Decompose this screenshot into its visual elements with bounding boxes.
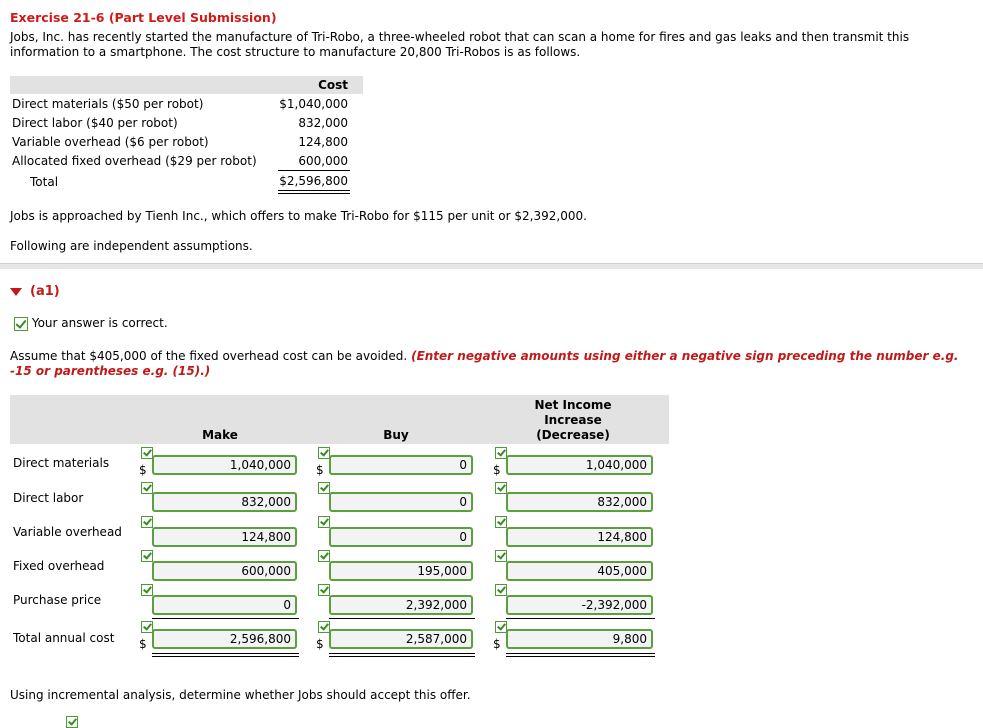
subtotal-line	[506, 618, 655, 619]
cost-row-value: 832,000	[298, 116, 348, 130]
assumptions-text: Following are independent assumptions.	[10, 239, 253, 253]
check-icon	[318, 584, 330, 596]
incremental-analysis-question: Using incremental analysis, determine whether Jobs should accept this offer.	[10, 688, 471, 702]
currency-symbol: $	[139, 463, 147, 477]
net-total-input[interactable]: 9,800	[506, 629, 653, 649]
cost-row-label: Direct labor ($40 per robot)	[12, 116, 178, 130]
net-variable-overhead-input[interactable]: 124,800	[506, 527, 653, 547]
check-icon	[495, 584, 507, 596]
row-label-direct-materials: Direct materials	[13, 456, 110, 470]
feedback-text: Your answer is correct.	[31, 316, 168, 330]
make-header: Make	[202, 428, 238, 442]
row-label-fixed-overhead: Fixed overhead	[13, 559, 105, 573]
assume-text: Assume that $405,000 of the fixed overhead cost can be avoided.	[10, 349, 408, 363]
intro-text: Jobs, Inc. has recently started the manufacture of Tri-Robo, a three-wheeled robot that can scan a home for fires and gas leaks and then transmit this information to a smartphone. The cost structure to manufacture 20,800 Tri-Robos is as follows.	[10, 30, 910, 59]
cost-row-label: Variable overhead ($6 per robot)	[12, 135, 209, 149]
buy-fixed-overhead-input[interactable]: 195,000	[329, 561, 473, 581]
check-icon	[14, 317, 28, 331]
buy-header: Buy	[383, 428, 409, 442]
make-direct-labor-input[interactable]: 832,000	[152, 492, 297, 512]
cost-subtotal-line	[278, 170, 350, 171]
part-label: (a1)	[30, 284, 60, 299]
correct-feedback	[14, 316, 168, 331]
cost-total-double-line	[278, 190, 350, 194]
cost-row-label: Direct materials ($50 per robot)	[12, 97, 204, 111]
buy-variable-overhead-input[interactable]: 0	[329, 527, 473, 547]
cost-row-label: Allocated fixed overhead ($29 per robot)	[12, 154, 257, 168]
currency-symbol: $	[139, 637, 147, 651]
net-direct-labor-input[interactable]: 832,000	[506, 492, 653, 512]
row-label-purchase-price: Purchase price	[13, 593, 102, 607]
currency-symbol: $	[316, 637, 324, 651]
check-icon	[318, 516, 330, 528]
make-purchase-price-input[interactable]: 0	[152, 595, 297, 615]
subtotal-line	[329, 618, 475, 619]
currency-symbol: $	[493, 463, 501, 477]
check-icon	[141, 516, 153, 528]
cost-row-value: $1,040,000	[279, 97, 348, 111]
cost-header-label: Cost	[318, 78, 348, 92]
net-fixed-overhead-input[interactable]: 405,000	[506, 561, 653, 581]
net-direct-materials-input[interactable]: 1,040,000	[506, 455, 653, 475]
subtotal-line	[152, 618, 299, 619]
check-icon	[141, 482, 153, 494]
buy-direct-labor-input[interactable]: 0	[329, 492, 473, 512]
section-divider	[0, 263, 983, 269]
row-label-variable-overhead: Variable overhead	[13, 525, 122, 539]
row-label-total-annual-cost: Total annual cost	[13, 631, 115, 645]
make-total-input[interactable]: 2,596,800	[152, 629, 297, 649]
buy-purchase-price-input[interactable]: 2,392,000	[329, 595, 473, 615]
cost-total-label: Total	[30, 175, 59, 189]
assumption-instructions	[10, 349, 970, 379]
part-a1-header[interactable]	[10, 284, 60, 299]
row-label-direct-labor: Direct labor	[13, 491, 84, 505]
total-double-line	[506, 653, 655, 657]
make-direct-materials-input[interactable]: 1,040,000	[152, 455, 297, 475]
check-icon	[318, 482, 330, 494]
check-icon	[495, 482, 507, 494]
check-icon	[495, 516, 507, 528]
collapse-triangle-icon[interactable]	[10, 288, 22, 296]
net-purchase-price-input[interactable]: -2,392,000	[506, 595, 653, 615]
check-icon	[66, 716, 78, 728]
currency-symbol: $	[316, 463, 324, 477]
exercise-title: Exercise 21-6 (Part Level Submission)	[10, 10, 277, 25]
cost-row-value: 600,000	[298, 154, 348, 168]
buy-total-input[interactable]: 2,587,000	[329, 629, 473, 649]
cost-table-header	[10, 76, 363, 94]
cost-row-value: 124,800	[298, 135, 348, 149]
net-income-header-3: (Decrease)	[536, 428, 610, 442]
cost-total-value: $2,596,800	[279, 174, 348, 188]
buy-direct-materials-input[interactable]: 0	[329, 455, 473, 475]
total-double-line	[152, 653, 299, 657]
check-icon	[495, 550, 507, 562]
total-double-line	[329, 653, 475, 657]
check-icon	[141, 550, 153, 562]
approach-text: Jobs is approached by Tienh Inc., which offers to make Tri-Robo for $115 per unit or $2,392,000.	[10, 209, 587, 223]
net-income-header-1: Net Income	[534, 398, 612, 412]
entry-instruction: (Enter negative amounts using either a negative sign preceding the number e.g. -15 or parentheses e.g. (15).)	[10, 349, 959, 378]
currency-symbol: $	[493, 637, 501, 651]
make-variable-overhead-input[interactable]: 124,800	[152, 527, 297, 547]
make-fixed-overhead-input[interactable]: 600,000	[152, 561, 297, 581]
net-income-header-2: Increase	[544, 413, 602, 427]
check-icon	[318, 550, 330, 562]
check-icon	[141, 584, 153, 596]
